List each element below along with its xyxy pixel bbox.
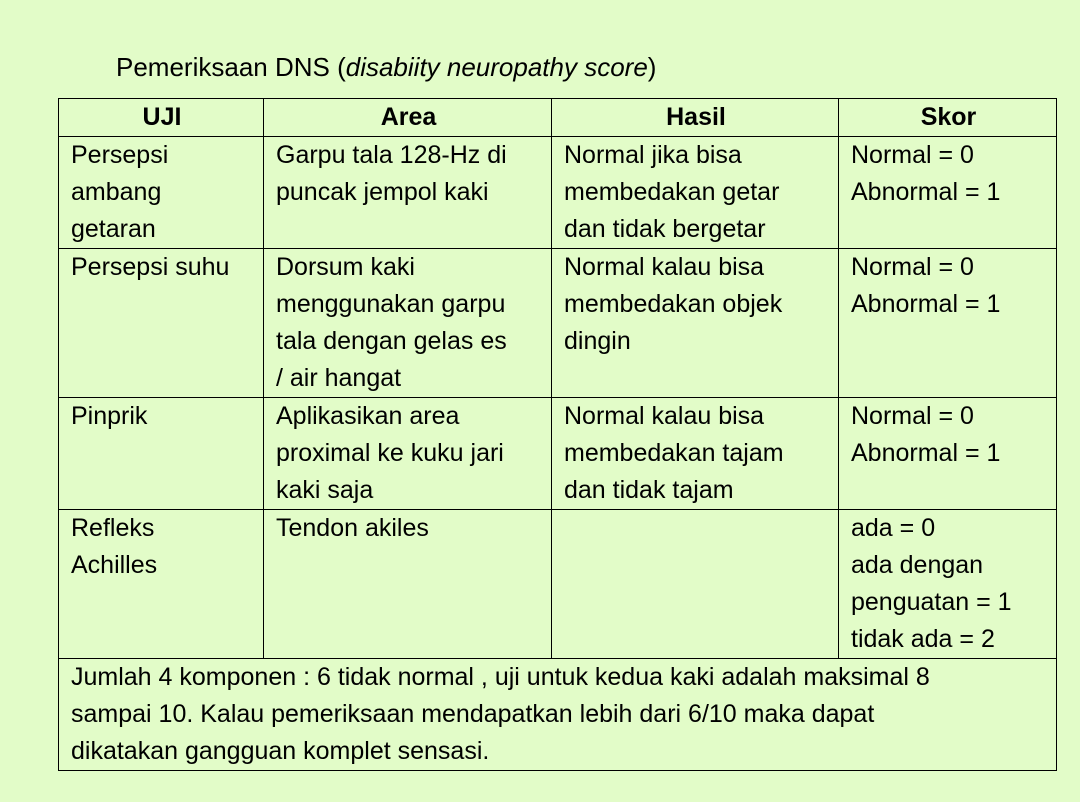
cell-hasil: Normal kalau bisa membedakan objek dingin xyxy=(552,249,839,398)
header-row xyxy=(59,99,1057,137)
cell-hasil: Normal jika bisa membedakan getar dan tidak bergetar xyxy=(552,137,839,249)
title-prefix: Pemeriksaan DNS ( xyxy=(116,52,346,82)
cell-skor: Normal = 0 Abnormal = 1 xyxy=(839,249,1057,398)
cell-skor: Normal = 0 Abnormal = 1 xyxy=(839,137,1057,249)
cell-area: Aplikasikan area proximal ke kuku jari kaki saja xyxy=(264,398,552,510)
title-italic: disabiity neuropathy score xyxy=(345,52,648,82)
cell-hasil xyxy=(552,510,839,659)
cell-area: Tendon akiles xyxy=(264,510,552,659)
table-row xyxy=(59,137,1057,249)
cell-area: Garpu tala 128-Hz di puncak jempol kaki xyxy=(264,137,552,249)
cell-uji: Pinprik xyxy=(59,398,264,510)
cell-hasil: Normal kalau bisa membedakan tajam dan tidak tajam xyxy=(552,398,839,510)
cell-uji: Persepsi ambang getaran xyxy=(59,137,264,249)
footer-note: Jumlah 4 komponen : 6 tidak normal , uji untuk kedua kaki adalah maksimal 8 sampai 10. Kalau pemeriksaan mendapatkan lebih dari 6/10 maka dapat dikatakan gangguan komplet sensasi. xyxy=(59,659,1057,771)
footer-row xyxy=(59,659,1057,771)
header-area: Area xyxy=(264,99,552,137)
header-uji: UJI xyxy=(59,99,264,137)
table-row xyxy=(59,398,1057,510)
table-row xyxy=(59,510,1057,659)
title-suffix: ) xyxy=(647,52,657,82)
cell-uji: Refleks Achilles xyxy=(59,510,264,659)
table-row xyxy=(59,249,1057,398)
header-skor: Skor xyxy=(839,99,1057,137)
cell-area: Dorsum kaki menggunakan garpu tala dengan gelas es / air hangat xyxy=(264,249,552,398)
cell-skor: Normal = 0 Abnormal = 1 xyxy=(839,398,1057,510)
page-title xyxy=(116,50,656,84)
cell-uji: Persepsi suhu xyxy=(59,249,264,398)
header-hasil: Hasil xyxy=(552,99,839,137)
cell-skor: ada = 0 ada dengan penguatan = 1 tidak ada = 2 xyxy=(839,510,1057,659)
dns-table xyxy=(58,98,1057,771)
